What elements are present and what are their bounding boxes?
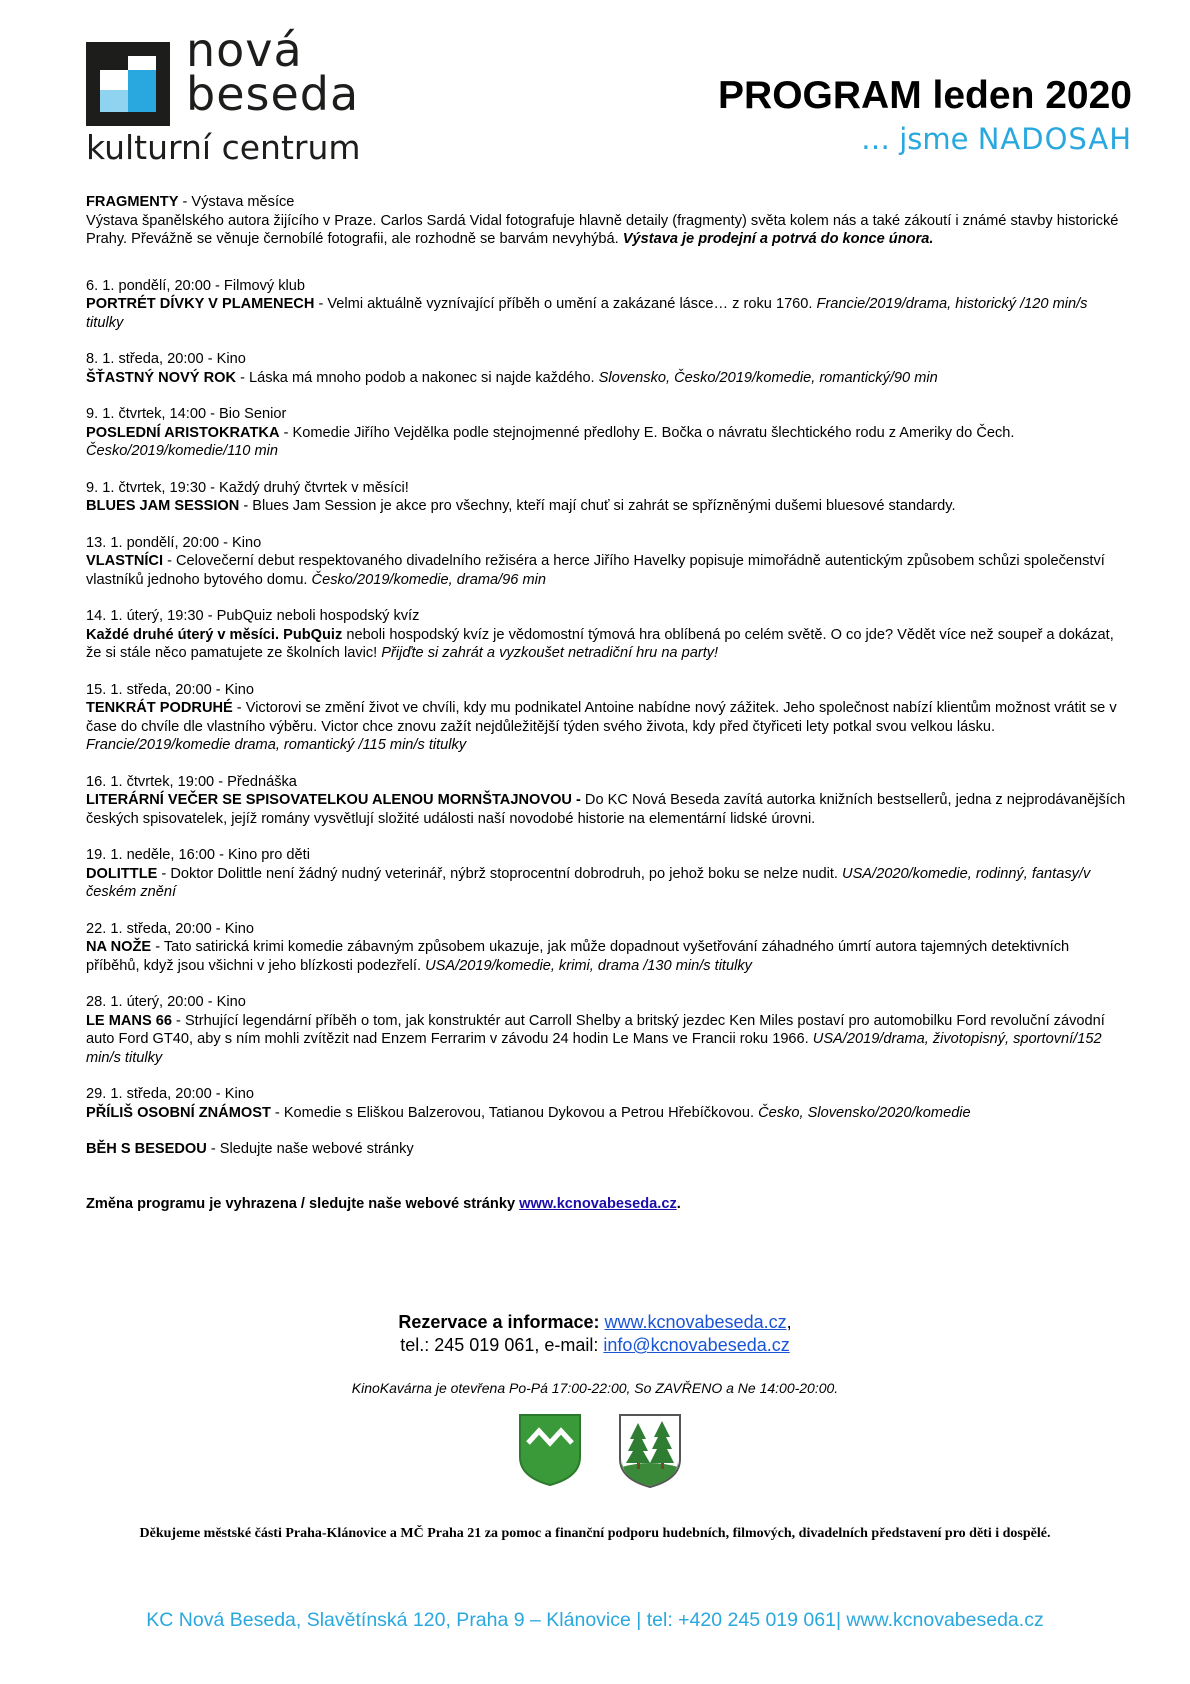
event-text: - Komedie Jiřího Vejdělka podle stejnojmenné předlohy E. Bočka o návratu šlechtického rodu z Ameriky do Čech. <box>279 424 1015 441</box>
event-date: 15. 1. středa, 20:00 - Kino <box>86 681 254 698</box>
event-item <box>86 846 1126 902</box>
event-item <box>86 479 1126 516</box>
event-title: ŠŤASTNÝ NOVÝ ROK <box>86 369 237 386</box>
change-note: Změna programu je vyhrazena / sledujte naše webové stránky www.kcnovabeseda.cz. <box>86 1195 681 1212</box>
logo-subtitle: kulturní centrum <box>86 128 361 167</box>
event-text: - Celovečerní debut respektovaného divadelního režiséra a herce Jiřího Havelky popisuje mimořádně autentickým způsobem schůzi společenství vlastníků jednoho bytového domu. <box>86 553 1105 588</box>
footer-contact: KC Nová Beseda, Slavětínská 120, Praha 9 – Klánovice | tel: +420 245 019 061| www.kcnovabeseda.cz <box>146 1609 1044 1631</box>
event-item <box>86 993 1126 1067</box>
event-date: 13. 1. pondělí, 20:00 - Kino <box>86 534 262 551</box>
run-title: BĚH S BESEDOU <box>86 1141 207 1157</box>
reservation-info: Rezervace a informace: www.kcnovabeseda.cz, tel.: 245 019 061, e-mail: info@kcnovabeseda.cz <box>398 1312 792 1355</box>
event-item <box>86 607 1126 663</box>
event-text: - Tato satirická krimi komedie zábavným způsobem ukazuje, jak může dopadnout vyšetřování záhadného úmrtí autora tajemných detektivních příběhů, když jsou všichni v jeho blízkosti podezřelí. <box>86 939 1070 974</box>
reservation-email-link[interactable]: info@kcnovabeseda.cz <box>603 1335 790 1355</box>
event-info: Slovensko, Česko/2019/komedie, romantický/90 min <box>598 369 938 386</box>
event-title: POSLEDNÍ ARISTOKRATKA <box>86 424 280 441</box>
event-title: Každé druhé úterý v měsíci. PubQuiz <box>86 626 343 643</box>
event-title: NA NOŽE <box>86 939 152 955</box>
reservation-phone: tel.: 245 019 061, e-mail: <box>400 1335 604 1355</box>
event-date: 19. 1. neděle, 16:00 - Kino pro děti <box>86 847 310 863</box>
event-item <box>86 681 1126 755</box>
event-item <box>86 1085 1126 1122</box>
exhibition-text: Výstava španělského autora žijícího v Praze. Carlos Sardá Vidal fotografuje hlavně detaily (fragmenty) světa kolem nás a také zákoutí i známé stavby historické Prahy. Převážně se věnuje černobílé fotografii, ale rozhodně se barvám nevyhýbá. <box>86 212 1119 247</box>
event-date: 8. 1. středa, 20:00 - Kino <box>86 351 246 367</box>
event-title: VLASTNÍCI <box>86 553 164 569</box>
exhibition-title: FRAGMENTY <box>86 194 179 210</box>
klanovice-coat-of-arms-icon <box>518 1413 582 1487</box>
event-date: 6. 1. pondělí, 20:00 - Filmový klub <box>86 277 306 294</box>
event-item <box>86 534 1126 590</box>
event-info: Francie/2019/komedie drama, romantický /115 min/s titulky <box>86 737 467 753</box>
praha21-coat-of-arms-icon <box>618 1413 682 1489</box>
event-date: 9. 1. čtvrtek, 14:00 - Bio Senior <box>86 406 287 422</box>
event-date: 29. 1. středa, 20:00 - Kino <box>86 1086 254 1102</box>
slogan: … jsme NADOSAH <box>861 122 1132 156</box>
event-info: USA/2019/drama, životopisný, sportovní/152 min/s titulky <box>86 1031 1102 1066</box>
logo <box>86 23 416 174</box>
change-note-text: Změna programu je vyhrazena / sledujte naše webové stránky <box>86 1195 520 1212</box>
event-item <box>86 405 1126 461</box>
event-info: Česko, Slovensko/2020/komedie <box>758 1104 971 1121</box>
event-text: - Victorovi se změní život ve chvíli, kdy mu podnikatel Antoine nabídne nový zážitek. Jeho společnost nabízí klientům možnost vrátit se v čase do chvíle dle vlastního výběru. Victor chce znovu zažít nejdůležitější týden svého života, kdy před čtyřiceti lety potkal svou velkou lásku. <box>86 700 1117 735</box>
cafe-hours: KinoKavárna je otevřena Po-Pá 17:00-22:00, So ZAVŘENO a Ne 14:00-20:00. <box>351 1380 839 1396</box>
event-date: 28. 1. úterý, 20:00 - Kino <box>86 994 246 1010</box>
event-title: DOLITTLE <box>86 865 158 882</box>
event-info: USA/2019/komedie, krimi, drama /130 min/s titulky <box>425 957 752 974</box>
program-content <box>86 193 1126 1213</box>
event-info: Česko/2019/komedie, drama/96 min <box>311 571 546 588</box>
website-link[interactable]: www.kcnovabeseda.cz <box>519 1195 677 1212</box>
event-item <box>86 350 1126 387</box>
logo-mark-icon <box>86 42 170 126</box>
page-title: PROGRAM leden 2020 <box>718 74 1132 117</box>
event-text: Do KC Nová Beseda zavítá autorka knižních bestsellerů, jedna z nejprodávanějších českých spisovatelek, jejíž romány vysvětlují složité události naší novodobé historie na elementární lidské úrovni. <box>86 792 1126 827</box>
thanks-note: Děkujeme městské části Praha-Klánovice a MČ Praha 21 za pomoc a finanční podporu hudebních, filmových, divadelních představení pro děti i dospělé. <box>139 1526 1051 1541</box>
event-text: neboli hospodský kvíz je vědomostní týmová hra oblíbená po celém světě. O co jde? Vědět více než soupeř a dokázat, že si stále něco pamatujete ze školních lavic! <box>86 626 1114 661</box>
event-text: - Láska má mnoho podob a nakonec si najde každého. <box>236 369 599 386</box>
event-text: - Blues Jam Session je akce pro všechny, kteří mají chuť si zahrát se spřízněnými dušemi bluesové standardy. <box>239 498 956 514</box>
event-list <box>86 277 1126 1123</box>
event-title: PŘÍLIŠ OSOBNÍ ZNÁMOST <box>86 1104 271 1121</box>
event-date: 22. 1. středa, 20:00 - Kino <box>86 920 254 937</box>
event-text: - Strhující legendární příběh o tom, jak konstruktér aut Carroll Shelby a britský jezdec Ken Miles postaví pro automobilku Ford revoluční závodní auto Ford GT40, aby s ním mohli zvítězit nad Enzem Ferrarim v závodu 24 hodin Le Mans ve Francii roku 1966. <box>86 1012 1105 1047</box>
event-title: TENKRÁT PODRUHÉ <box>86 700 233 716</box>
event-title: BLUES JAM SESSION <box>86 498 240 514</box>
exhibition-subtitle: - Výstava měsíce <box>178 194 295 210</box>
run-text: - Sledujte naše webové stránky <box>206 1141 414 1157</box>
event-title: PORTRÉT DÍVKY V PLAMENECH <box>86 296 315 312</box>
event-date: 14. 1. úterý, 19:30 - PubQuiz neboli hospodský kvíz <box>86 608 420 624</box>
exhibition <box>86 193 1126 249</box>
event-info: Francie/2019/drama, historický /120 min/s titulky <box>86 296 1088 331</box>
exhibition-note: Výstava je prodejní a potrvá do konce února. <box>622 231 934 247</box>
event-info: Česko/2019/komedie/110 min <box>86 443 278 459</box>
reservation-web-link[interactable]: www.kcnovabeseda.cz <box>604 1312 787 1332</box>
event-item <box>86 773 1126 829</box>
event-title: LE MANS 66 <box>86 1012 172 1029</box>
event-text: - Doktor Dolittle není žádný nudný veterinář, nýbrž stoprocentní dobrodruh, po jehož boku se nelze nudit. <box>157 865 843 882</box>
reservation-label: Rezervace a informace: <box>398 1312 605 1332</box>
event-text: - Velmi aktuálně vyznívající příběh o umění a zakázané lásce… z roku 1760. <box>314 296 817 312</box>
event-date: 9. 1. čtvrtek, 19:30 - Každý druhý čtvrtek v měsíci! <box>86 479 409 496</box>
event-item <box>86 277 1126 333</box>
event-info: Přijďte si zahrát a vyzkoušet netradiční hru na party! <box>381 645 719 661</box>
run-event <box>86 1140 1126 1159</box>
event-info: USA/2020/komedie, rodinný, fantasy/v českém znění <box>86 865 1091 900</box>
event-date: 16. 1. čtvrtek, 19:00 - Přednáška <box>86 773 297 790</box>
event-title: LITERÁRNÍ VEČER SE SPISOVATELKOU ALENOU MORNŠTAJNOVOU - <box>86 792 581 808</box>
logo-name: nová beseda <box>186 23 360 121</box>
event-item <box>86 920 1126 976</box>
event-text: - Komedie s Eliškou Balzerovou, Tatianou Dykovou a Petrou Hřebíčkovou. <box>270 1104 759 1121</box>
